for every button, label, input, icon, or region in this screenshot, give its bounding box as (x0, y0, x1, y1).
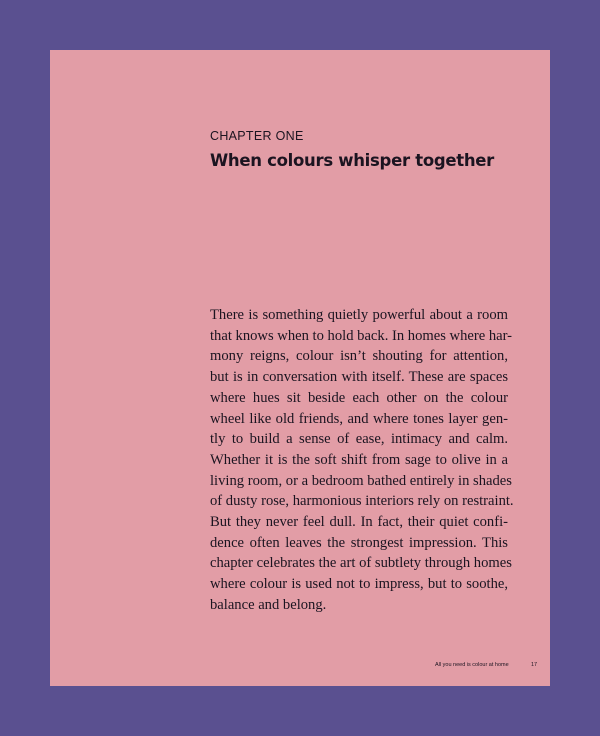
chapter-label: CHAPTER ONE (210, 129, 304, 143)
body-line: tly to build a sense of ease, intimacy and calm. (210, 431, 508, 448)
body-line: of dusty rose, harmonious interiors rely on restraint. (210, 493, 514, 510)
body-line: wheel like old friends, and where tones layer gen- (210, 410, 508, 427)
body-line: where hues sit beside each other on the colour (210, 389, 508, 406)
chapter-title: When colours whisper together (210, 151, 495, 170)
running-footer-title: All you need is colour at home (435, 662, 509, 668)
body-paragraph (210, 305, 514, 616)
body-line: But they never feel dull. In fact, their quiet confi- (210, 514, 508, 531)
body-line: living room, or a bedroom bathed entirely in shades (210, 472, 512, 489)
body-line: chapter celebrates the art of subtlety through homes (210, 555, 512, 572)
page-number: 17 (531, 662, 538, 668)
body-line: There is something quietly powerful about a room (210, 307, 508, 323)
body-line: balance and belong. (210, 596, 327, 613)
body-line: that knows when to hold back. In homes where har- (210, 327, 513, 344)
book-page (50, 50, 550, 686)
body-line: dence often leaves the strongest impression. This (210, 534, 508, 551)
body-line: where colour is used not to impress, but to soothe, (210, 576, 508, 593)
body-line: mony reigns, colour isn’t shouting for attention, (210, 348, 508, 365)
body-line: but is in conversation with itself. These are spaces (210, 369, 508, 386)
body-line: Whether it is the soft shift from sage to olive in a (210, 451, 508, 468)
